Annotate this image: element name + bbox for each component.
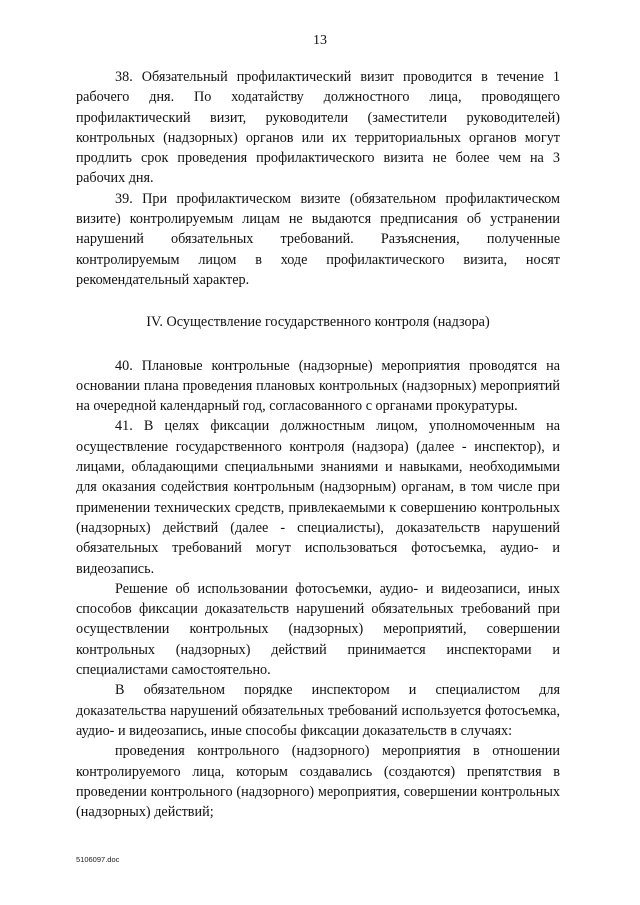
page-number: 13: [313, 33, 327, 48]
paragraph-38: 38. Обязательный профилактический визит проводится в течение 1 рабочего дня. По ходатайству должностного лица, проводящего профилактический визит, руководители (заместители руководителей) контрольных (надзорных) органов или их территориальных органов могут продлить срок проведения профилактического визита не более чем на 3 рабочих дня.: [76, 69, 560, 187]
paragraph-41: 41. В целях фиксации должностным лицом, уполномоченным на осуществление государственного контроля (надзора) (далее - инспектор), и лицами, обладающими специальными знаниями и навыками, необходимыми для оказания содействия контрольным (надзорным) органам, в том числе при применении технических средств, привлекаемыми к совершению контрольных (надзорных) действий (далее - специалисты), доказательств нарушений обязательных требований могут использоваться фотосъемка, аудио- и видеозапись.: [76, 418, 560, 577]
paragraph-41-case-1: проведения контрольного (надзорного) мероприятия в отношении контролируемого лица, которым создавались (создаются) препятствия в проведении контрольного (надзорного) мероприятия, совершении контрольных (надзорных) действий;: [76, 743, 560, 821]
paragraph-41-decision: Решение об использовании фотосъемки, аудио- и видеозаписи, иных способов фиксации доказательств нарушений обязательных требований при осуществлении контрольных (надзорных) мероприятий, совершении контрольных (надзорных) действий принимается инспекторами и специалистами самостоятельно.: [76, 580, 560, 679]
document-body: [76, 67, 560, 822]
footer-filename: 5106097.doc: [76, 855, 120, 864]
paragraph-39: 39. При профилактическом визите (обязательном профилактическом визите) контролируемым лицам не выдаются предписания об устранении нарушений обязательных требований. Разъяснения, полученные контролируемым лицом в ходе профилактического визита, носят рекомендательный характер.: [76, 190, 560, 288]
paragraph-41-mandatory: В обязательном порядке инспектором и специалистом для доказательства нарушений обязательных требований используется фотосъемка, аудио- и видеозапись, иные способы фиксации доказательств в случаях:: [76, 682, 560, 739]
paragraph-40: 40. Плановые контрольные (надзорные) мероприятия проводятся на основании плана проведения плановых контрольных (надзорных) мероприятий на очередной календарный год, согласованного с органами прокуратуры.: [76, 357, 560, 415]
section-heading: IV. Осуществление государственного контроля (надзора): [146, 314, 490, 331]
